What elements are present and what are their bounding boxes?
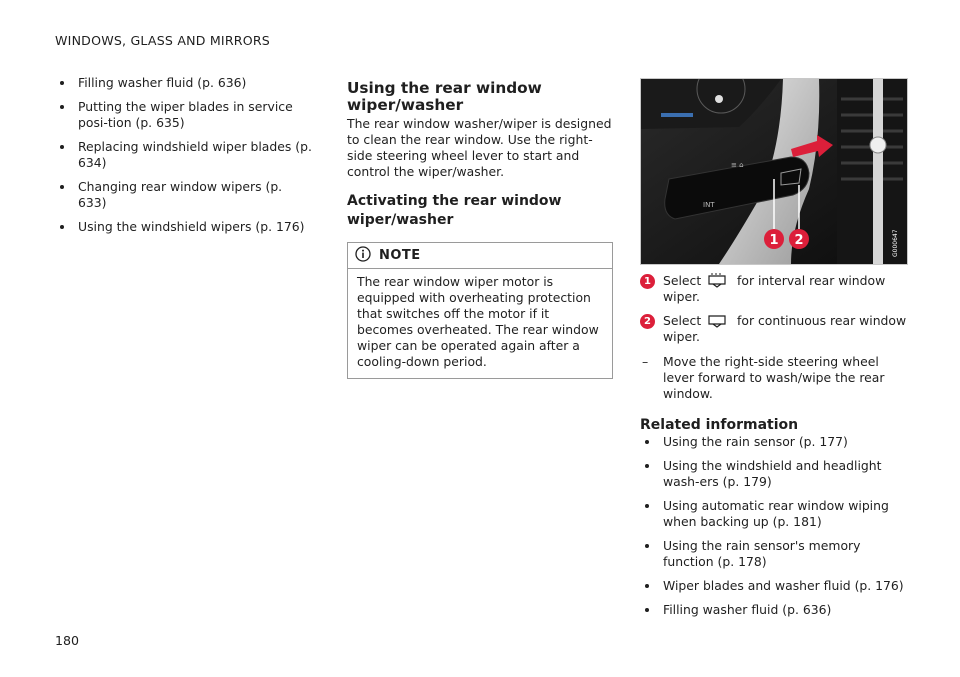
callout-1: 1	[769, 233, 779, 248]
middle-column	[347, 80, 613, 379]
note-header	[348, 243, 612, 269]
steering-lever-photo	[640, 78, 908, 265]
note-title: NOTE	[379, 247, 421, 263]
step-dash: –	[642, 354, 649, 369]
list-item[interactable]: Using the rain sensor's memory function (p. 178)	[640, 538, 908, 570]
image-code: G000647	[892, 229, 899, 257]
interval-rear-wiper-icon	[707, 273, 729, 289]
page-header: WINDOWS, GLASS AND MIRRORS	[55, 33, 270, 48]
caption-select: Select	[663, 313, 702, 328]
caption-select: Select	[663, 273, 702, 288]
section-title: Using the rear window wiper/washer	[347, 79, 542, 114]
note-body: The rear window wiper motor is equipped with overheating protection that switches off the motor if it becomes overheated. The rear window wiper can be operated again after a cooling-down period.	[357, 274, 599, 369]
left-column	[55, 75, 313, 243]
list-item[interactable]: Replacing windshield wiper blades (p. 634)	[55, 139, 313, 171]
list-item[interactable]: Using the windshield wipers (p. 176)	[55, 219, 313, 235]
instruction-step	[640, 354, 908, 402]
caption-text: for continuous rear window	[737, 313, 907, 328]
callout-badge-2: 2	[640, 314, 655, 329]
page-number: 180	[55, 633, 80, 648]
subsection-title: Activating the rear window wiper/washer	[347, 193, 562, 228]
callout-badge-1: 1	[640, 274, 655, 289]
step-text: Move the right-side steering wheel lever forward to wash/wipe the rear window.	[663, 354, 885, 401]
svg-text:INT: INT	[703, 201, 715, 209]
caption-text: for interval rear window	[737, 273, 886, 288]
caption-cont: wiper.	[663, 329, 700, 344]
caption-1	[640, 273, 908, 305]
info-icon	[355, 246, 371, 266]
continuous-rear-wiper-icon	[707, 313, 729, 329]
right-column	[640, 78, 908, 626]
section-intro: The rear window washer/wiper is designed to clean the rear window. Use the right-side steering wheel lever to start and control the wiper/washer.	[347, 116, 612, 179]
list-item[interactable]: Putting the wiper blades in service posi-tion (p. 635)	[55, 99, 313, 131]
svg-text:≡ ⌂: ≡ ⌂	[731, 161, 744, 169]
list-item[interactable]: Filling washer fluid (p. 636)	[55, 75, 313, 91]
list-item[interactable]: Filling washer fluid (p. 636)	[640, 602, 908, 618]
list-item[interactable]: Wiper blades and washer fluid (p. 176)	[640, 578, 908, 594]
related-title: Related information	[640, 417, 799, 433]
list-item[interactable]: Using the windshield and headlight wash-ers (p. 179)	[640, 458, 908, 490]
callout-2: 2	[794, 233, 804, 248]
list-item[interactable]: Changing rear window wipers (p. 633)	[55, 179, 313, 211]
list-item[interactable]: Using automatic rear window wiping when backing up (p. 181)	[640, 498, 908, 530]
caption-cont: wiper.	[663, 289, 700, 304]
list-item[interactable]: Using the rain sensor (p. 177)	[640, 434, 908, 450]
related-link-list	[640, 434, 908, 618]
note-box	[347, 242, 613, 379]
caption-2	[640, 313, 908, 345]
left-link-list	[55, 75, 313, 235]
